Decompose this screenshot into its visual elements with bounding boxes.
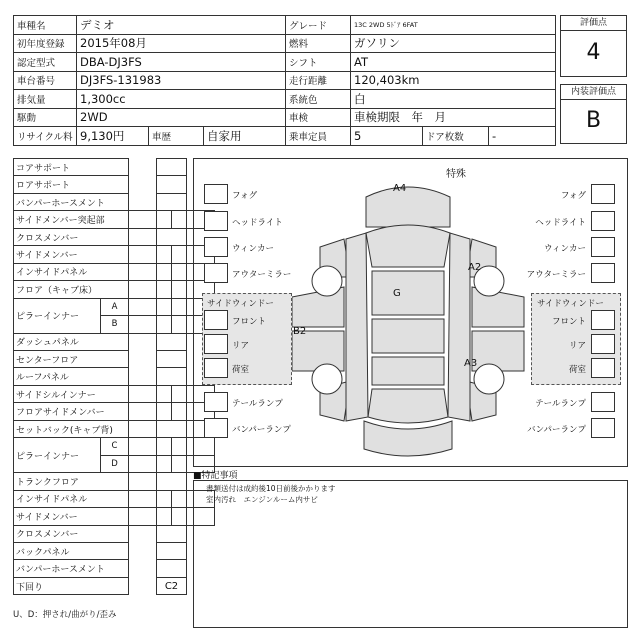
parts-row [14,577,215,594]
right-equip-checkbox[interactable] [591,184,615,204]
info-label: シフト [286,53,351,72]
parts-row [14,211,215,228]
parts-row [14,490,215,507]
parts-row [14,193,215,210]
right-equip-label: ヘッドライト [535,218,586,228]
info-label: 車検 [286,108,351,127]
info-value: 120,403km [351,71,556,90]
part-name: インサイドパネル [14,263,129,280]
side-window-left-label: 荷室 [232,365,250,375]
spacer [129,473,157,490]
parts-row [14,508,215,525]
info-value: 車検期限 年 月 [351,108,556,127]
notes-title: ■特記事項 [193,471,238,481]
parts-row [14,403,215,420]
rear-right-label: テールランプ [535,399,586,409]
notes-box [193,480,628,628]
parts-row [14,385,215,402]
side-window-left-checkbox[interactable] [204,310,228,330]
part-check-box[interactable] [172,438,187,455]
part-check-box[interactable] [172,490,187,507]
spacer [129,350,157,367]
side-window-right-label: 荷室 [568,365,586,375]
right-equip-label: アウターミラー [526,270,586,280]
part-check-box[interactable] [129,281,157,298]
left-equip-label: ウィンカー [232,244,274,254]
part-check-box[interactable] [157,281,172,298]
right-equip-checkbox[interactable] [591,237,615,257]
rear-left-checkbox[interactable] [204,392,228,412]
parts-row [14,368,215,385]
parts-row [14,228,215,245]
parts-inspection-table [13,158,215,595]
part-check-box[interactable] [157,385,172,402]
part-check-box[interactable] [157,211,172,228]
part-check-box[interactable] [172,263,187,280]
parts-row [14,525,215,542]
right-equip-checkbox[interactable] [591,263,615,283]
mark-b2: B2 [293,326,307,337]
part-check-box[interactable] [129,385,157,402]
part-sub-label: C [101,438,129,455]
part-check-box[interactable] [172,403,187,420]
parts-row [14,350,215,367]
part-name: バンパーホースメント [14,560,129,577]
side-window-right-label: リア [568,341,586,351]
info-value: DJ3FS-131983 [77,71,286,90]
part-check-box[interactable] [157,508,172,525]
info-row [14,71,556,90]
part-name: インサイドパネル [14,490,129,507]
part-check-box[interactable] [157,228,187,245]
info-value: - [489,127,556,146]
part-check-box[interactable] [157,193,187,210]
mark-a2: A2 [468,262,482,273]
part-check-box[interactable] [157,525,187,542]
part-name: ダッシュパネル [14,333,129,350]
part-check-box[interactable] [157,159,187,176]
vehicle-diagram [193,158,628,467]
part-check-box[interactable] [157,420,187,437]
spacer [129,560,157,577]
part-check-box[interactable] [129,455,157,472]
rear-right-checkbox[interactable] [591,418,615,438]
info-label: 車種名 [14,16,77,35]
part-name: セットバック(キャブ背) [14,420,129,437]
part-sub-label: D [101,455,129,472]
spacer [129,420,157,437]
part-check-box[interactable] [157,263,172,280]
info-label: 初年度登録 [14,34,77,53]
info-value: 9,130円 [77,127,149,146]
spacer [129,333,157,350]
parts-row [14,263,215,280]
parts-row [14,560,215,577]
left-equip-label: アウターミラー [232,270,292,280]
part-name: ピラーインナー [14,298,101,333]
part-sub-label: B [101,316,129,333]
info-label: ドア枚数 [423,127,489,146]
note-line-2: 室内汚れ エンジンルーム内サビ [206,495,318,504]
info-value: 1,300cc [77,90,286,109]
info-value: AT [351,53,556,72]
parts-row [14,473,215,490]
score-label: 評価点 [561,16,626,31]
left-equip-checkbox[interactable] [204,237,228,257]
part-check-box[interactable]: C2 [157,577,187,594]
info-label: 排気量 [14,90,77,109]
side-window-right-label: フロント [551,317,586,327]
info-label: 認定型式 [14,53,77,72]
info-label: 乗車定員 [286,127,351,146]
parts-row [14,420,215,437]
info-label: 系統色 [286,90,351,109]
rear-right-label: バンパーランプ [527,425,586,435]
side-window-right-checkbox[interactable] [591,358,615,378]
part-check-box[interactable] [129,490,157,507]
info-label: 走行距離 [286,71,351,90]
part-check-box[interactable] [157,298,172,315]
right-equip-label: ウィンカー [544,244,586,254]
parts-row [14,438,215,455]
parts-row [14,281,215,298]
part-check-box[interactable] [157,473,187,490]
part-name: バックパネル [14,542,129,559]
left-equip-label: ヘッドライト [232,218,283,228]
part-name: クロスメンバー [14,525,129,542]
spacer [129,193,157,210]
part-check-box[interactable] [172,508,187,525]
part-check-box[interactable] [129,211,157,228]
info-value: 白 [351,90,556,109]
side-window-left-title: サイドウィンドー [207,299,274,309]
part-check-box[interactable] [157,455,172,472]
parts-row [14,159,215,176]
spacer [129,368,157,385]
special-label: 特殊 [446,169,466,180]
side-window-left-checkbox[interactable] [204,334,228,354]
info-label: グレード [286,16,351,35]
right-equip-label: フォグ [560,191,586,201]
spacer [129,228,157,245]
part-check-box[interactable] [157,403,172,420]
part-name: 下回り [14,577,129,594]
left-equip-label: フォグ [232,191,258,201]
part-check-box[interactable] [157,438,172,455]
part-check-box[interactable] [172,385,187,402]
rear-left-label: テールランプ [232,399,283,409]
parts-row [14,176,215,193]
part-check-box[interactable] [172,316,187,333]
note-line-1: 書類送付は成約後10日前後かかります [206,484,336,493]
part-check-box[interactable] [157,560,187,577]
part-check-box[interactable] [172,281,187,298]
part-check-box[interactable] [157,542,187,559]
part-name: フロア（キャブ床） [14,281,129,298]
info-value: 2WD [77,108,286,127]
part-sub-label: A [101,298,129,315]
info-value: デミオ [77,16,286,35]
part-check-box[interactable] [129,298,157,315]
part-check-box[interactable] [172,298,187,315]
part-name: フロアサイドメンバー [14,403,129,420]
side-window-left-checkbox[interactable] [204,358,228,378]
info-row [14,90,556,109]
part-check-box[interactable] [129,316,157,333]
part-name: ピラーインナー [14,438,101,473]
part-check-box[interactable] [157,333,187,350]
info-value: 自家用 [204,127,286,146]
part-check-box[interactable] [129,403,157,420]
part-check-box[interactable] [157,490,172,507]
spacer [129,542,157,559]
part-check-box[interactable] [157,176,187,193]
info-value: 5 [351,127,423,146]
part-name: サイドシルインナー [14,385,129,402]
info-row [14,34,556,53]
part-name: バンパーホースメント [14,193,129,210]
part-name: クロスメンバー [14,228,129,245]
left-equip-checkbox[interactable] [204,184,228,204]
parts-row [14,333,215,350]
part-check-box[interactable] [172,211,187,228]
score-box [560,15,627,77]
rear-left-label: バンパーランプ [232,425,291,435]
part-check-box[interactable] [129,508,157,525]
interior-score-box [560,84,627,144]
part-check-box[interactable] [157,350,187,367]
info-label: 車歴 [149,127,204,146]
part-check-box[interactable] [129,263,157,280]
side-window-left-label: リア [232,341,250,351]
side-window-right-checkbox[interactable] [591,310,615,330]
part-check-box[interactable] [129,246,157,263]
side-window-right-checkbox[interactable] [591,334,615,354]
part-check-box[interactable] [157,316,172,333]
left-equip-checkbox[interactable] [204,263,228,283]
mark-a3: A3 [464,358,478,369]
part-name: サイドメンバー [14,246,129,263]
parts-row [14,298,215,315]
info-value: 2015年08月 [77,34,286,53]
spacer [129,577,157,594]
right-equip-checkbox[interactable] [591,211,615,231]
score-value: 4 [586,40,601,65]
part-name: サイドメンバー [14,508,129,525]
info-value: 13C 2WD 5ﾄﾞｱ 6FAT [351,16,556,35]
info-row [14,127,556,146]
side-window-right-title: サイドウィンドー [537,299,604,309]
info-label: 燃料 [286,34,351,53]
part-name: ロアサポート [14,176,129,193]
part-check-box[interactable] [157,368,187,385]
part-name: センターフロア [14,350,129,367]
part-check-box[interactable] [172,246,187,263]
info-value: ガソリン [351,34,556,53]
mark-a4: A4 [393,183,407,194]
info-label: リサイクル料 [14,127,77,146]
info-row [14,53,556,72]
part-name: コアサポート [14,159,129,176]
rear-left-checkbox[interactable] [204,418,228,438]
part-check-box[interactable] [157,246,172,263]
part-name: ルーフパネル [14,368,129,385]
info-label: 駆動 [14,108,77,127]
info-value: DBA-DJ3FS [77,53,286,72]
interior-score-label: 内装評価点 [561,85,626,100]
left-equip-checkbox[interactable] [204,211,228,231]
part-check-box[interactable] [129,438,157,455]
mark-g: G [393,288,401,299]
vehicle-info-table [13,15,556,146]
interior-score-value: B [585,108,602,133]
info-label: 車台番号 [14,71,77,90]
part-name: サイドメンバー突起部 [14,211,129,228]
spacer [129,176,157,193]
parts-row [14,246,215,263]
rear-right-checkbox[interactable] [591,392,615,412]
spacer [129,525,157,542]
spacer [129,159,157,176]
info-row [14,16,556,35]
side-window-left-label: フロント [232,317,267,327]
legend-text: U、D：押され/曲がり/歪み [13,610,117,620]
parts-row [14,542,215,559]
part-check-box[interactable] [172,455,187,472]
info-row [14,108,556,127]
part-name: トランクフロア [14,473,129,490]
